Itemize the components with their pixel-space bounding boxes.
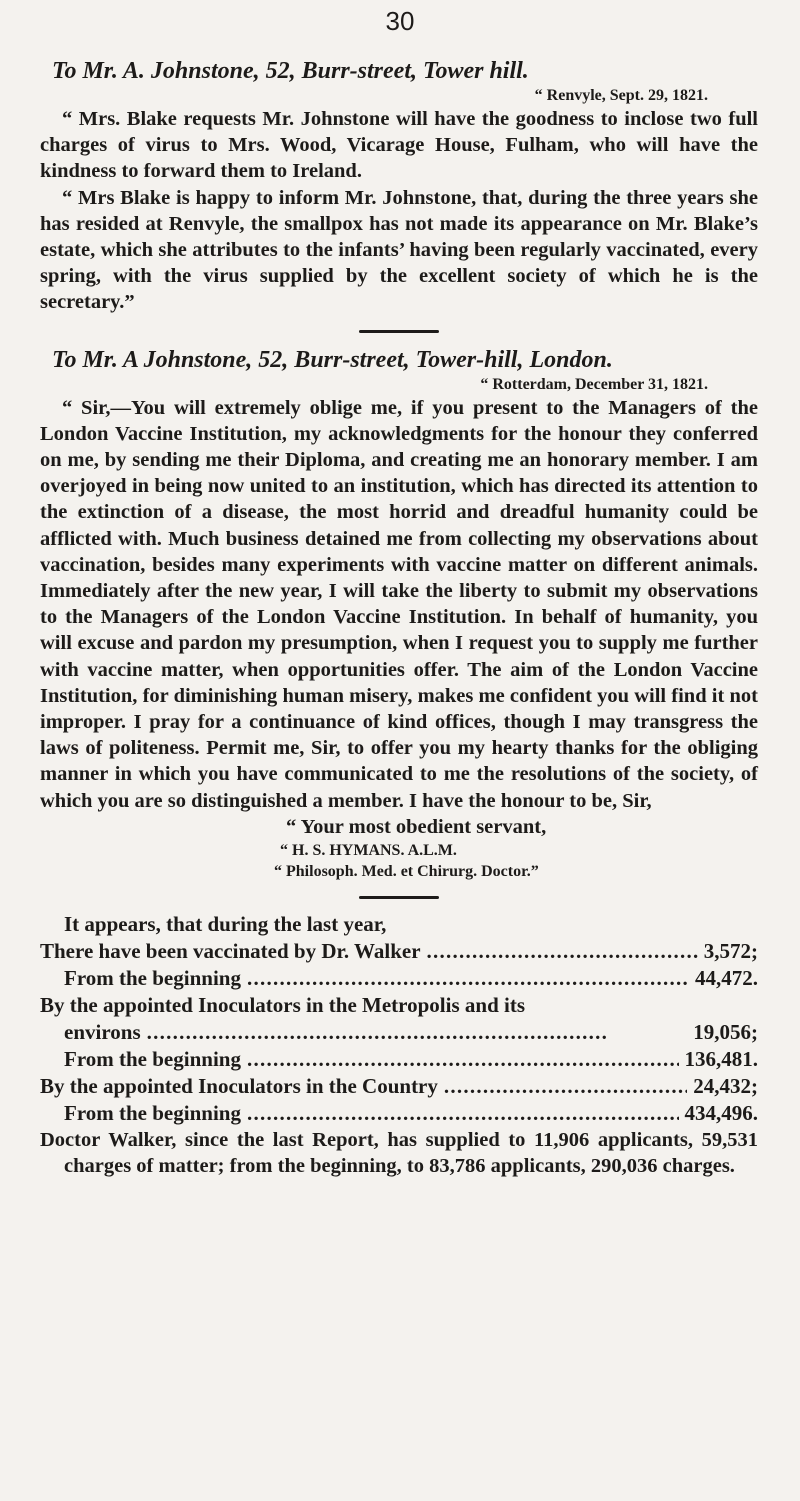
letter-paragraph: “ Mrs. Blake requests Mr. Johnstone will have the goodness to inclose two full charges of virus to Mrs. Wood, Vicarage House, Fulham, who will have the kindness to forward them to Ireland. [40, 108, 758, 183]
dot-leader [427, 938, 698, 965]
letter-signature-title: “ Philosoph. Med. et Chirurg. Doctor.” [274, 862, 539, 880]
letter-closing: “ Your most obedient servant, [286, 815, 547, 838]
stat-label: By the appointed Inoculators in the Metropolis and its [40, 992, 525, 1017]
section-divider [359, 330, 439, 333]
letter-address: To Mr. A. Johnstone, 52, Burr-street, Tower hill. [52, 58, 529, 84]
stat-row-country [40, 1073, 758, 1100]
dot-leader [247, 1046, 679, 1073]
stats-summary: Doctor Walker, since the last Report, has supplied to 11,906 applicants, 59,531 charges of matter; from the beginning, to 83,786 applicants, 290,036 charges. [40, 1128, 758, 1178]
stat-label: From the beginning [64, 1100, 241, 1125]
stat-value: 24,432; [693, 1073, 758, 1098]
stat-row-metro-total [40, 1046, 758, 1073]
letter-dateline: “ Renvyle, Sept. 29, 1821. [534, 87, 708, 104]
section-divider [359, 896, 439, 899]
stat-row-walker-total [40, 965, 758, 992]
stat-value: 434,496. [684, 1100, 758, 1125]
stat-label: From the beginning [64, 965, 241, 990]
stat-label: There have been vaccinated by Dr. Walker [40, 938, 421, 963]
stat-row-country-total [40, 1100, 758, 1127]
stat-value: 136,481. [684, 1046, 758, 1071]
letter-body: “ Sir,—You will extremely oblige me, if you present to the Managers of the London Vaccine Institution, my acknowledgments for the honour they conferred on me, by sending me their Diploma, and creating me an honorary member. I am overjoyed in being now united to an institution, which has directed its attention to the extinction of a disease, the most horrid and dreadful humanity could be afflicted with. Much business detained me from collecting my observations about vaccination, besides many experiments with vaccine matter on different animals. Immediately after the new year, I will take the liberty to submit my observations to the Managers of the London Vaccine Institution. In behalf of humanity, you will excuse and pardon my presumption, when I request you to supply me further with vaccine matter, when opportunities offer. The aim of the London Vaccine Institution, for diminishing human misery, makes me confident you will find it not improper. I pray for a continuance of kind offices, though I may transgress the laws of politeness. Permit me, Sir, to offer you my hearty thanks for the obliging manner in which you have communicated to me the resolutions of the society, of which you are so distinguished a member. I have the honour to be, Sir, [40, 396, 758, 812]
dot-leader [247, 1100, 679, 1127]
dot-leader [147, 1019, 688, 1046]
stat-label: From the beginning [64, 1046, 241, 1071]
stat-value: 44,472. [695, 965, 758, 990]
vaccination-statistics [40, 911, 758, 1179]
dot-leader [247, 965, 689, 992]
stats-intro: It appears, that during the last year, [64, 911, 387, 936]
page-number: 30 [385, 6, 415, 36]
letter-blake [40, 56, 758, 316]
stat-row-walker [40, 938, 758, 965]
page-content [40, 56, 758, 1179]
stat-label: By the appointed Inoculators in the Country [40, 1073, 438, 1098]
stat-label: environs [64, 1019, 141, 1044]
letter-address: To Mr. A Johnstone, 52, Burr-street, Tower-hill, London. [52, 346, 613, 373]
letter-paragraph: “ Mrs Blake is happy to inform Mr. Johnstone, that, during the three years she has resided at Renvyle, the smallpox has not made its appearance on Mr. Blake’s estate, which she attributes to the infants’ having been regularly vaccinated, every spring, with the virus supplied by the excellent society of which he is the secretary.” [40, 186, 758, 314]
letter-signature: “ H. S. HYMANS. A.L.M. [280, 841, 457, 859]
letter-hymans [40, 345, 758, 882]
stat-value: 19,056; [693, 1019, 758, 1044]
dot-leader [444, 1073, 687, 1100]
stat-row-metro [40, 1019, 758, 1046]
letter-dateline: “ Rotterdam, December 31, 1821. [480, 375, 708, 393]
stat-value: 3,572; [703, 938, 758, 963]
